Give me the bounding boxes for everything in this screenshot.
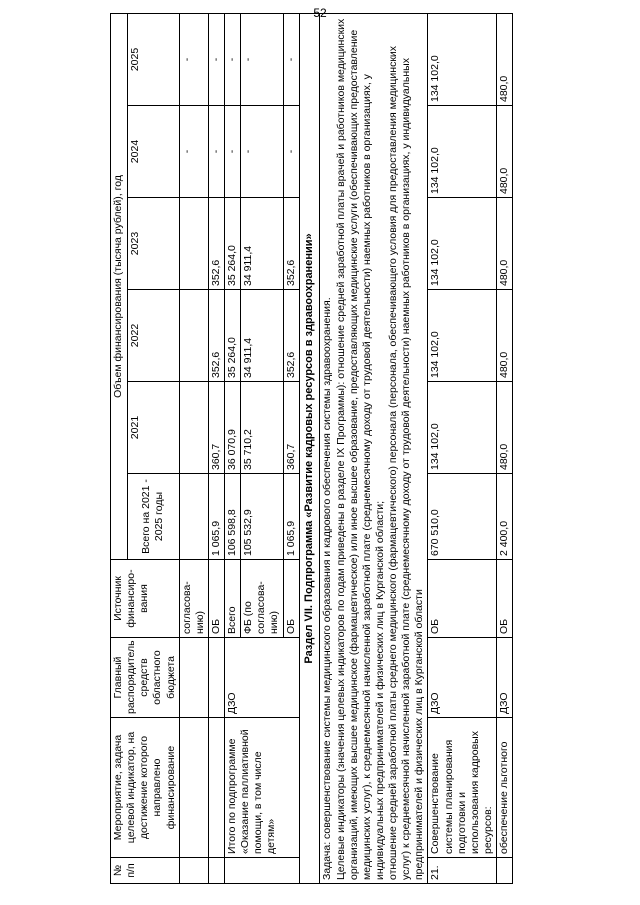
table-row: ОБ 1 065,9 360,7 352,6 352,6 - - — [208, 13, 224, 883]
table-row: 21. Совершенствование системы планирования подготовки и использования кадровых ресурсов: ДЗО ОБ 670 510,0 134 102,0 134 102,0 134 102,0 134 102,0 134 102,0 — [428, 13, 497, 883]
itogo-manager: ДЗО — [225, 638, 300, 718]
page-number: 52 — [313, 6, 327, 20]
itogo-label: Итого по подпрограмме «Оказание паллиативной помощи, в том числе детям» — [225, 718, 300, 858]
table-row: Итого по подпрограмме «Оказание паллиативной помощи, в том числе детям» ДЗО Всего 106 598,8 36 070,9 35 264,0 35 264,0 - - — [225, 13, 241, 883]
header-2021: 2021 — [127, 382, 179, 474]
header-source: Источник финансиро-вания — [111, 560, 180, 638]
header-manager: Главный распорядитель средств областного бюджета — [111, 638, 180, 718]
header-total: Всего на 2021 - 2025 годы — [127, 474, 179, 560]
table-row: ФБ (по согласова-нию) 105 532,9 35 710,2 34 911,4 34 911,4 - - — [241, 13, 283, 883]
header-2025: 2025 — [127, 13, 179, 105]
task-row — [320, 13, 428, 883]
header-2022: 2022 — [127, 290, 179, 382]
table-row: ОБ 1 065,9 360,7 352,6 352,6 - - — [283, 13, 299, 883]
header-no: № п/п — [111, 858, 180, 884]
source-cell: согласова-нию) — [179, 560, 208, 638]
table-row: обеспечение льготного ДЗО ОБ 2 400,0 480,0 480,0 480,0 480,0 480,0 — [497, 13, 513, 883]
activity-cell: Совершенствование системы планирования подготовки и использования кадровых ресурсов: — [428, 718, 497, 858]
activity-cell: обеспечение льготного — [497, 718, 513, 858]
row-number: 21. — [428, 858, 497, 884]
section-row — [299, 13, 320, 883]
table-row: согласова-нию) - - — [179, 13, 208, 883]
financing-table — [110, 13, 513, 884]
header-row-1 — [111, 13, 128, 883]
header-activity: Мероприятие, задача целевой индикатор, на достижение которого направлено финансирование — [111, 718, 180, 858]
header-2024: 2024 — [127, 106, 179, 198]
section-title: Раздел VII. Подпрограмма «Развитие кадровых ресурсов в здравоохранении» — [299, 13, 320, 883]
rotated-page — [110, 14, 540, 884]
header-2023: 2023 — [127, 198, 179, 290]
header-funding-group: Объем финансирования (тысяча рублей), год — [111, 13, 128, 559]
task-text: Задача: совершенствование системы медицинского образования и кадрового обеспечения системы здравоохранения. Целевые индикаторы (значения целевых индикаторов по годам приведены в разделе IX Программы): отношение средней заработной платы врачей и работников медицинских организаций, имеющих высшее медицинское (фармацевтическое) или иное высшее образование, предоставляющих медицинские услуги (обеспечивающих предоставление медицинских услуг), к среднемесячной начисленной заработной плате (среднемесячному доходу от трудовой деятельности) наемных работников в организациях, у индивидуальных предпринимателей и физических лиц в Курганской области; отношение средней заработной платы среднего медицинского (фармацевтического) персонала (персонала, обеспечивающего условия для предоставления медицинских услуг) к среднемесячной начисленной заработной плате (среднемесячному доходу от трудовой деятельности) наемных работников в организациях, у индивидуальных предпринимателей и физических лиц в Курганской области — [320, 13, 428, 883]
